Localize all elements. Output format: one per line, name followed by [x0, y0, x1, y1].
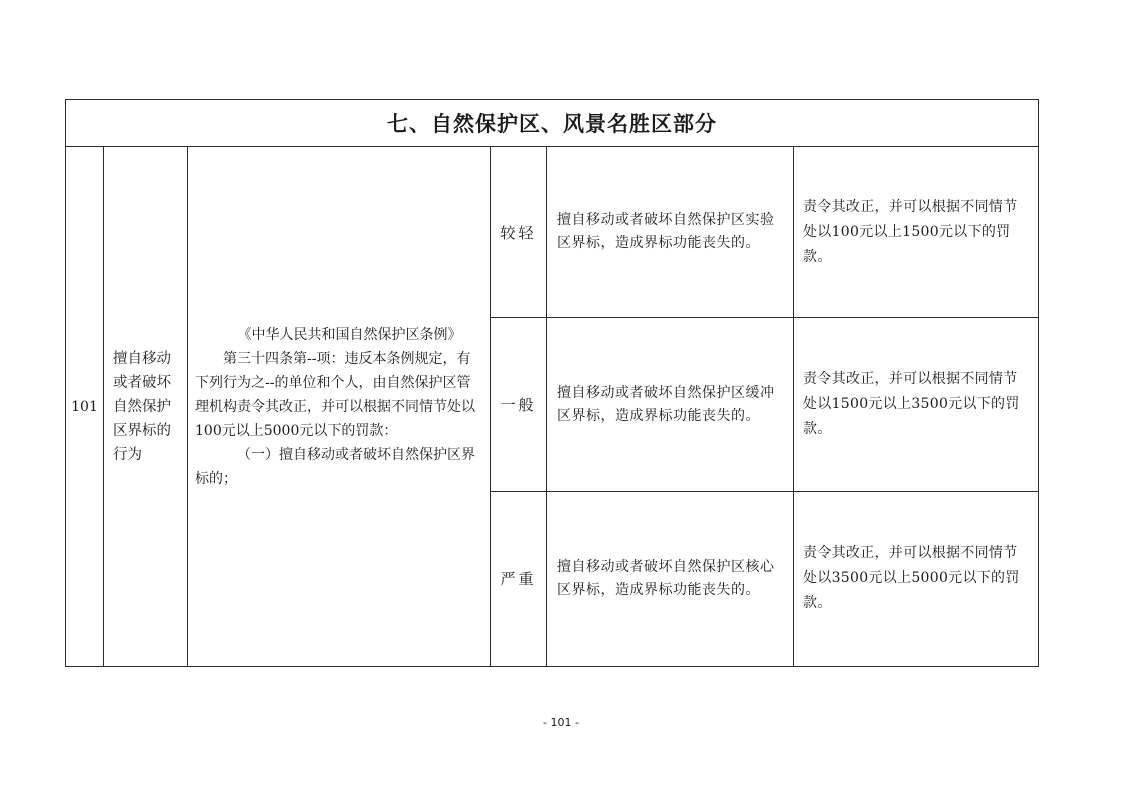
regulation-title: 《中华人民共和国自然保护区条例》 [237, 326, 462, 343]
table-row [66, 147, 1039, 318]
page-number: - 101 - [543, 716, 579, 729]
circumstance-description: 擅自移动或者破坏自然保护区核心区界标，造成界标功能丧失的。 [547, 491, 794, 666]
severity-level: 一般 [491, 318, 547, 491]
clause-text: （一）擅自移动或者破坏自然保护区界标的； [195, 446, 475, 487]
circumstance-description: 擅自移动或者破坏自然保护区缓冲区界标，造成界标功能丧失的。 [547, 318, 794, 491]
severity-level: 严重 [491, 491, 547, 666]
item-number: 101 [66, 147, 104, 667]
severity-level: 较轻 [491, 147, 547, 318]
section-title-row [66, 100, 1039, 147]
penalty-standard: 责令其改正，并可以根据不同情节处以3500元以上5000元以下的罚款。 [794, 491, 1039, 666]
article-text: 第三十四条第--项：违反本条例规定，有下列行为之--的单位和个人，由自然保护区管理机构责令其改正，并可以根据不同情节处以100元以上5000元以下的罚款： [195, 350, 475, 439]
section-title: 七、自然保护区、风景名胜区部分 [66, 100, 1039, 147]
penalty-table [65, 99, 1039, 667]
circumstance-description: 擅自移动或者破坏自然保护区实验区界标，造成界标功能丧失的。 [547, 147, 794, 318]
penalty-standard: 责令其改正，并可以根据不同情节处以100元以上1500元以下的罚款。 [794, 147, 1039, 318]
legal-basis [188, 147, 491, 667]
violation-description: 擅自移动或者破坏自然保护区界标的行为 [104, 147, 188, 667]
penalty-standard: 责令其改正，并可以根据不同情节处以1500元以上3500元以下的罚款。 [794, 318, 1039, 491]
